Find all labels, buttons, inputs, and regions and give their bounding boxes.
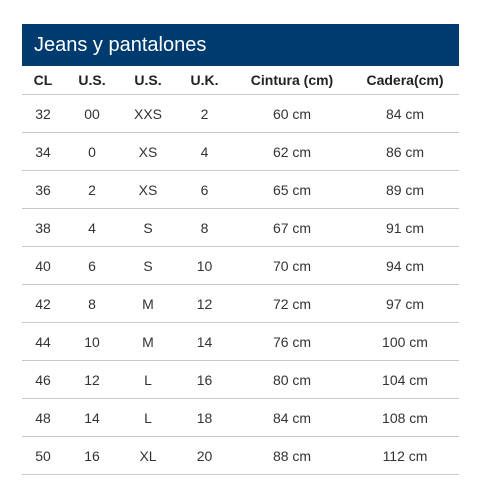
table-row — [22, 437, 459, 475]
size-table — [22, 66, 459, 475]
cl-cell: 40 — [22, 247, 64, 285]
cintura-cell: 70 cm — [233, 247, 351, 285]
cintura-cell: 84 cm — [233, 399, 351, 437]
us-number-cell: 12 — [64, 361, 120, 399]
us-number-cell: 00 — [64, 95, 120, 133]
cl-cell: 42 — [22, 285, 64, 323]
header-us-number: U.S. — [64, 66, 120, 95]
table-body — [22, 95, 459, 475]
table-row — [22, 133, 459, 171]
cintura-cell: 60 cm — [233, 95, 351, 133]
table-row — [22, 361, 459, 399]
us-letter-cell: XXS — [120, 95, 176, 133]
uk-cell: 16 — [176, 361, 233, 399]
cintura-cell: 76 cm — [233, 323, 351, 361]
us-letter-cell: XL — [120, 437, 176, 475]
cintura-cell: 65 cm — [233, 171, 351, 209]
table-row — [22, 399, 459, 437]
uk-cell: 8 — [176, 209, 233, 247]
us-number-cell: 2 — [64, 171, 120, 209]
cadera-cell: 97 cm — [351, 285, 459, 323]
header-row — [22, 66, 459, 95]
us-letter-cell: M — [120, 323, 176, 361]
uk-cell: 4 — [176, 133, 233, 171]
cadera-cell: 112 cm — [351, 437, 459, 475]
us-letter-cell: S — [120, 209, 176, 247]
us-number-cell: 8 — [64, 285, 120, 323]
us-letter-cell: XS — [120, 171, 176, 209]
header-cintura: Cintura (cm) — [233, 66, 351, 95]
cadera-cell: 86 cm — [351, 133, 459, 171]
cl-cell: 38 — [22, 209, 64, 247]
cintura-cell: 72 cm — [233, 285, 351, 323]
chart-title: Jeans y pantalones — [22, 24, 459, 66]
header-cadera: Cadera(cm) — [351, 66, 459, 95]
cl-cell: 32 — [22, 95, 64, 133]
header-us-letter: U.S. — [120, 66, 176, 95]
us-letter-cell: M — [120, 285, 176, 323]
us-letter-cell: XS — [120, 133, 176, 171]
size-chart — [22, 24, 459, 475]
cl-cell: 46 — [22, 361, 64, 399]
table-row — [22, 171, 459, 209]
uk-cell: 18 — [176, 399, 233, 437]
us-letter-cell: S — [120, 247, 176, 285]
cadera-cell: 91 cm — [351, 209, 459, 247]
uk-cell: 20 — [176, 437, 233, 475]
us-letter-cell: L — [120, 361, 176, 399]
cintura-cell: 80 cm — [233, 361, 351, 399]
cintura-cell: 67 cm — [233, 209, 351, 247]
cadera-cell: 100 cm — [351, 323, 459, 361]
cadera-cell: 84 cm — [351, 95, 459, 133]
header-cl: CL — [22, 66, 64, 95]
us-number-cell: 14 — [64, 399, 120, 437]
uk-cell: 10 — [176, 247, 233, 285]
table-row — [22, 285, 459, 323]
us-number-cell: 4 — [64, 209, 120, 247]
uk-cell: 12 — [176, 285, 233, 323]
cl-cell: 34 — [22, 133, 64, 171]
us-number-cell: 16 — [64, 437, 120, 475]
table-header — [22, 66, 459, 95]
uk-cell: 2 — [176, 95, 233, 133]
table-row — [22, 323, 459, 361]
uk-cell: 14 — [176, 323, 233, 361]
cintura-cell: 88 cm — [233, 437, 351, 475]
cadera-cell: 89 cm — [351, 171, 459, 209]
table-row — [22, 209, 459, 247]
cadera-cell: 94 cm — [351, 247, 459, 285]
header-uk: U.K. — [176, 66, 233, 95]
cl-cell: 48 — [22, 399, 64, 437]
us-number-cell: 6 — [64, 247, 120, 285]
table-row — [22, 247, 459, 285]
cl-cell: 36 — [22, 171, 64, 209]
cadera-cell: 108 cm — [351, 399, 459, 437]
us-letter-cell: L — [120, 399, 176, 437]
uk-cell: 6 — [176, 171, 233, 209]
us-number-cell: 0 — [64, 133, 120, 171]
cadera-cell: 104 cm — [351, 361, 459, 399]
cl-cell: 50 — [22, 437, 64, 475]
cintura-cell: 62 cm — [233, 133, 351, 171]
us-number-cell: 10 — [64, 323, 120, 361]
cl-cell: 44 — [22, 323, 64, 361]
table-row — [22, 95, 459, 133]
